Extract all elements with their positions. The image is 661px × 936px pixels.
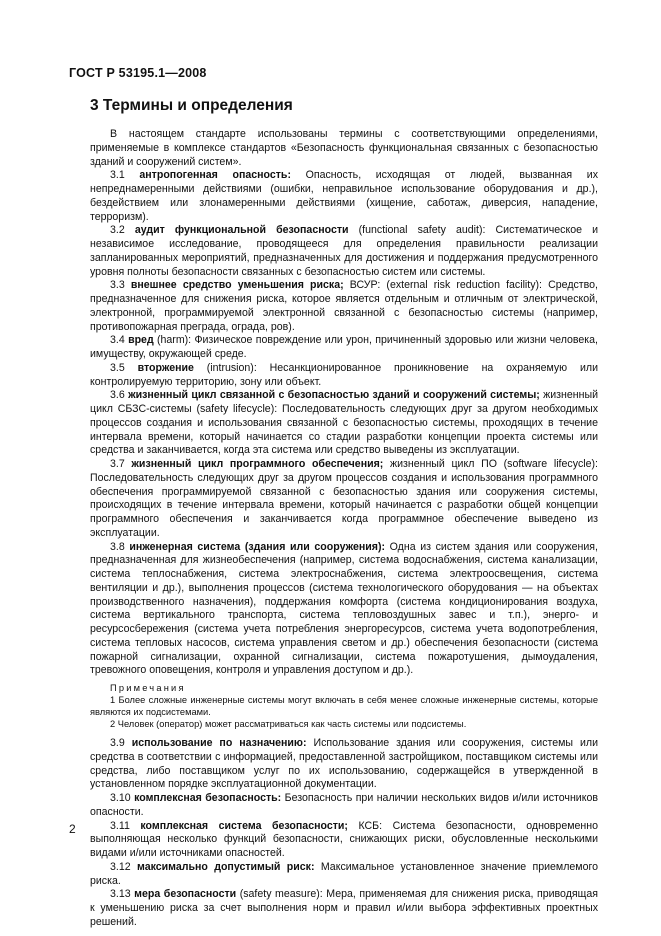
- term-number: 3.9: [110, 737, 125, 749]
- term-name: инженерная система (здания или сооружения):: [129, 540, 386, 553]
- term-definition: ВСУР: (external risk reduction facility): Средство, предназначенное для снижения риска, которое является отдельным и отличным от электрической, электронной, программируемой электронной связанной с безопасностью системы (например, противопожарная преграда, ограда, ров).: [90, 279, 599, 333]
- term-name: комплексная система безопасности;: [140, 819, 348, 832]
- term-number: 3.7: [110, 458, 125, 470]
- page-number: 2: [69, 822, 76, 836]
- note-1: 1 Более сложные инженерные системы могут включать в себя менее сложные инженерные системы, которые являются их подсистемами.: [90, 695, 598, 717]
- term-definition: жизненный цикл ПО (software lifecycle): Последовательность следующих друг за другом процессов создания и использования программного обеспечения программируемой связанной с безопасностью здания или сооружения системы, происходящих в течение интервала времени, который начинается с разработки общей концепции программного обеспечения и заканчивается когда программное обеспечение выведено из эксплуатации.: [90, 458, 598, 539]
- term-definition: Безопасность при наличии нескольких видов и/или источников опасности.: [90, 792, 598, 818]
- term-number: 3.2: [110, 224, 125, 237]
- term-name: жизненный цикл программного обеспечения;: [131, 458, 384, 470]
- term-name: использование по назначению:: [131, 737, 307, 749]
- term-name: комплексная безопасность:: [134, 792, 282, 804]
- term-name: аудит функциональной безопасности: [134, 224, 349, 237]
- document-header: ГОСТ Р 53195.1—2008: [69, 66, 207, 80]
- term-number: 3.4: [110, 334, 125, 347]
- term-name: антропогенная опасность:: [139, 169, 291, 182]
- term-3-9: [90, 737, 598, 792]
- note-2: 2 Человек (оператор) может рассматриваться как часть системы или подсистемы.: [110, 719, 467, 729]
- intro-paragraph: В настоящем стандарте использованы термины с соответствующими определениями, применяемые в комплексе стандартов «Безопасность функциональная связанных с безопасностью зданий и сооружений систем».: [90, 128, 598, 168]
- term-3-4: [90, 334, 598, 362]
- term-3-2: [90, 224, 598, 279]
- term-name: вторжение: [137, 361, 194, 374]
- term-definition: КСБ: Система безопасности, одновременно выполняющая несколько функций безопасности, снижающих риски, обусловленные несколькими видами и/или источниками опасностей.: [90, 819, 598, 859]
- term-name: максимально допустимый риск:: [137, 860, 315, 873]
- term-3-6: [90, 389, 598, 458]
- term-definition: жизненный цикл СБЗС-системы (safety lifecycle): Последовательность следующих друг за другом необходимых процессов создания и использования связанной с безопасностью системы, проходящих в течение интервала времени, который начинается со стадии разработки концепции проекта системы или средства и заканчивается, когда эта система или средство выведены из эксплуатации.: [90, 389, 598, 457]
- term-number: 3.1: [110, 169, 125, 182]
- term-definition: (harm): Физическое повреждение или урон, причиненный здоровью или жизни человека, имуществу, окружающей среде.: [90, 334, 598, 360]
- term-3-13: [90, 888, 598, 929]
- term-number: 3.13: [110, 888, 131, 901]
- document-body: [90, 128, 598, 930]
- term-definition: (intrusion): Несанкционированное проникновение на охраняемую или контролируемую территорию, зону или объект.: [90, 361, 598, 388]
- term-3-8: [90, 541, 598, 679]
- section-title: 3 Термины и определения: [90, 97, 293, 114]
- term-number: 3.8: [110, 540, 125, 553]
- term-3-7: [90, 458, 598, 541]
- term-name: внешнее средство уменьшения риска;: [130, 279, 344, 292]
- term-3-10: [90, 792, 598, 820]
- term-definition: Одна из систем здания или сооружения, предназначенная для жизнеобеспечения (например, система водоснабжения, система канализации, система теплоснабжения, система электроснабжения, система электроосвещения, система вентиляции и др.), выполнения процессов (система технологического оборудования — на объектах производственного назначения), поддержания комфорта (система кондиционирования воздуха, система вертикального транспорта, система тепловоздушных завес и т.п.), энерго- и ресурсосбережения (система учета потребления энергоресурсов, система учета водопотребления, система тепловых насосов, система управления светом и др.) обеспечения безопасности (система пожарной сигнализации, охранной сигнализации, система пожаротушения, дымоудаления, тревожного оповещения, контроля и управления доступом и др.).: [90, 540, 598, 677]
- term-3-5: [90, 362, 598, 390]
- term-3-3: [90, 279, 598, 334]
- term-3-1: [90, 169, 598, 224]
- term-definition: Использование здания или сооружения, системы или средства в соответствии с информацией, предоставленной застройщиком, поставщиком системы или средства, либо поставщиком услуг по их использованию, содержащейся в утвержденной в установленном порядке эксплуатационной документации.: [90, 737, 598, 791]
- term-definition: Опасность, исходящая от людей, вызванная их непреднамеренными действиями (ошибки, неправильное использование оборудования и др.), бездействием или злонамеренными действиями (хищение, саботаж, диверсия, нападение, терроризм).: [90, 169, 598, 223]
- term-number: 3.3: [110, 279, 125, 292]
- term-number: 3.5: [110, 361, 125, 374]
- term-definition: (functional safety audit): Систематическое и независимое исследование, проводящееся для определения правильности реализации запланированных мероприятий, предназначенных для достижения и поддержания предусмотренного уровня полноты безопасности связанных с безопасностью систем или системы.: [90, 224, 598, 278]
- term-name: мера безопасности: [134, 888, 237, 901]
- term-number: 3.11: [110, 819, 130, 832]
- term-name: вред: [128, 334, 154, 347]
- term-number: 3.12: [110, 860, 131, 873]
- term-3-12: [90, 861, 598, 889]
- term-number: 3.10: [110, 792, 131, 804]
- term-3-11: [90, 820, 598, 861]
- term-number: 3.6: [110, 389, 125, 402]
- term-definition: Максимальное установленное значение приемлемого риска.: [90, 860, 598, 887]
- term-definition: (safety measure): Мера, применяемая для снижения риска, приводящая к уменьшению риска за счет выполнения норм и правил и/или выбора эффективных проектных решений.: [90, 888, 598, 928]
- notes-title: Примечания: [110, 683, 186, 693]
- term-name: жизненный цикл связанной с безопасностью зданий и сооружений системы;: [128, 389, 540, 402]
